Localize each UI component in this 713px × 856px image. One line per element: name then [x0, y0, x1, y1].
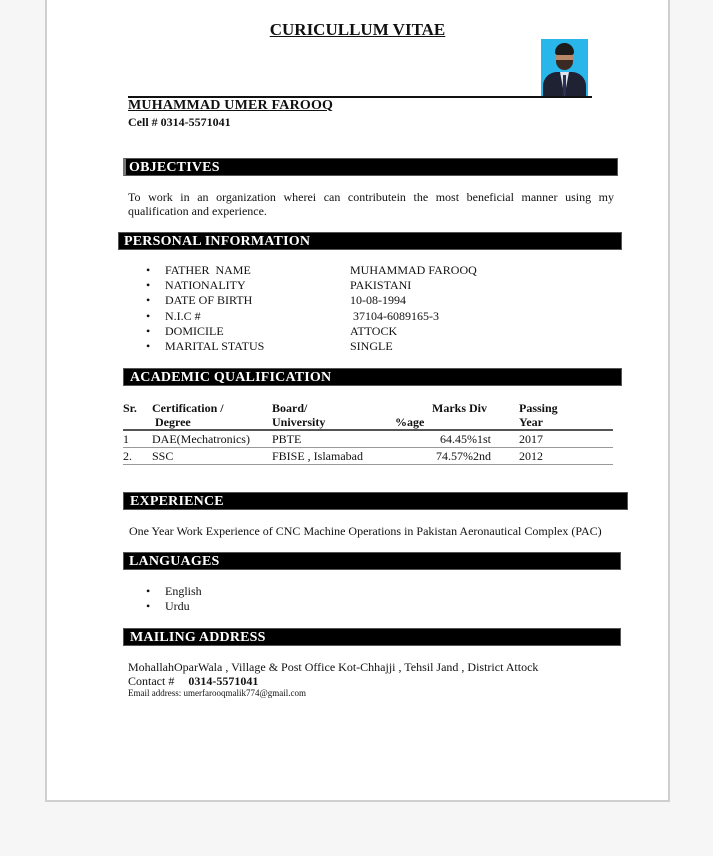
pi-value: ATTOCK: [350, 323, 398, 338]
mailing-address-text: MohallahOparWala , Village & Post Office Kot-Chhajji , Tehsil Jand , District Attock: [128, 660, 539, 674]
cell-marks: 74.57%2nd: [436, 448, 491, 463]
languages-list: [128, 584, 328, 614]
document-page: [45, 0, 670, 802]
pi-label: DOMICILE: [165, 323, 224, 338]
section-heading-personal-information: PERSONAL INFORMATION: [118, 232, 622, 250]
experience-text: One Year Work Experience of CNC Machine Operations in Pakistan Aeronautical Complex (PAC): [129, 524, 602, 538]
section-heading-objectives: OBJECTIVES: [123, 158, 618, 176]
cell-marks: 64.45%1st: [440, 431, 491, 446]
pi-label: MARITAL STATUS: [165, 338, 265, 353]
section-heading-experience: EXPERIENCE: [123, 492, 628, 510]
pi-value: SINGLE: [350, 338, 393, 353]
pi-label: N.I.C #: [165, 308, 201, 323]
col-sr: Sr.: [123, 401, 137, 415]
document-title: CURICULLUM VITAE: [269, 20, 446, 39]
cell-board: FBISE , Islamabad: [272, 448, 363, 463]
pi-value: MUHAMMAD FAROOQ: [350, 263, 477, 277]
pi-label: FATHER NAME: [165, 263, 251, 277]
language-item: • Urdu: [128, 599, 328, 614]
section-heading-mailing-address: MAILING ADDRESS: [123, 628, 621, 646]
col-year: Passing Year: [519, 401, 558, 429]
academic-table: [123, 401, 613, 465]
pi-value: 10-08-1994: [350, 293, 406, 308]
cell-board: PBTE: [272, 431, 302, 446]
table-row: [123, 448, 613, 465]
section-heading-academic: ACADEMIC QUALIFICATION: [123, 368, 622, 386]
cell-sr: 2.: [123, 448, 132, 463]
language-item: • English: [128, 584, 328, 599]
personal-info-list: [128, 263, 528, 354]
email-address: Email address: umerfarooqmalik774@gmail.com: [128, 688, 306, 698]
pi-value: 37104-6089165-3: [350, 308, 439, 323]
personal-info-item: [128, 263, 528, 278]
pi-label: NATIONALITY: [165, 278, 246, 293]
col-board: Board/ University: [272, 401, 326, 429]
objectives-text: To work in an organization wherei can contributein the most beneficial manner using my qualification and experience.: [128, 190, 614, 218]
candidate-name: MUHAMMAD UMER FAROOQ: [128, 98, 334, 113]
cell-year: 2012: [519, 448, 543, 463]
profile-photo: [541, 39, 588, 96]
cell-cert: DAE(Mechatronics): [152, 431, 250, 446]
contact-label: Contact #: [128, 674, 175, 688]
cell-cert: SSC: [152, 448, 174, 463]
personal-info-item: [128, 293, 528, 308]
table-row: [123, 430, 613, 448]
cell-sr: 1: [123, 431, 129, 446]
contact-line: [128, 674, 258, 688]
pi-value: PAKISTANI: [350, 278, 412, 293]
personal-info-item: [128, 339, 528, 354]
academic-table-header: [123, 401, 613, 430]
personal-info-item: [128, 278, 528, 293]
contact-number: 0314-5571041: [188, 674, 259, 688]
col-certification: Certification / Degree: [152, 401, 224, 429]
pi-label: DATE OF BIRTH: [165, 293, 253, 308]
personal-info-item: [128, 324, 528, 339]
col-marks: Marks Div %age: [395, 401, 487, 429]
cell-year: 2017: [519, 431, 543, 446]
section-heading-languages: LANGUAGES: [123, 552, 621, 570]
cell-number: Cell # 0314-5571041: [128, 115, 231, 129]
personal-info-item: [128, 309, 528, 324]
